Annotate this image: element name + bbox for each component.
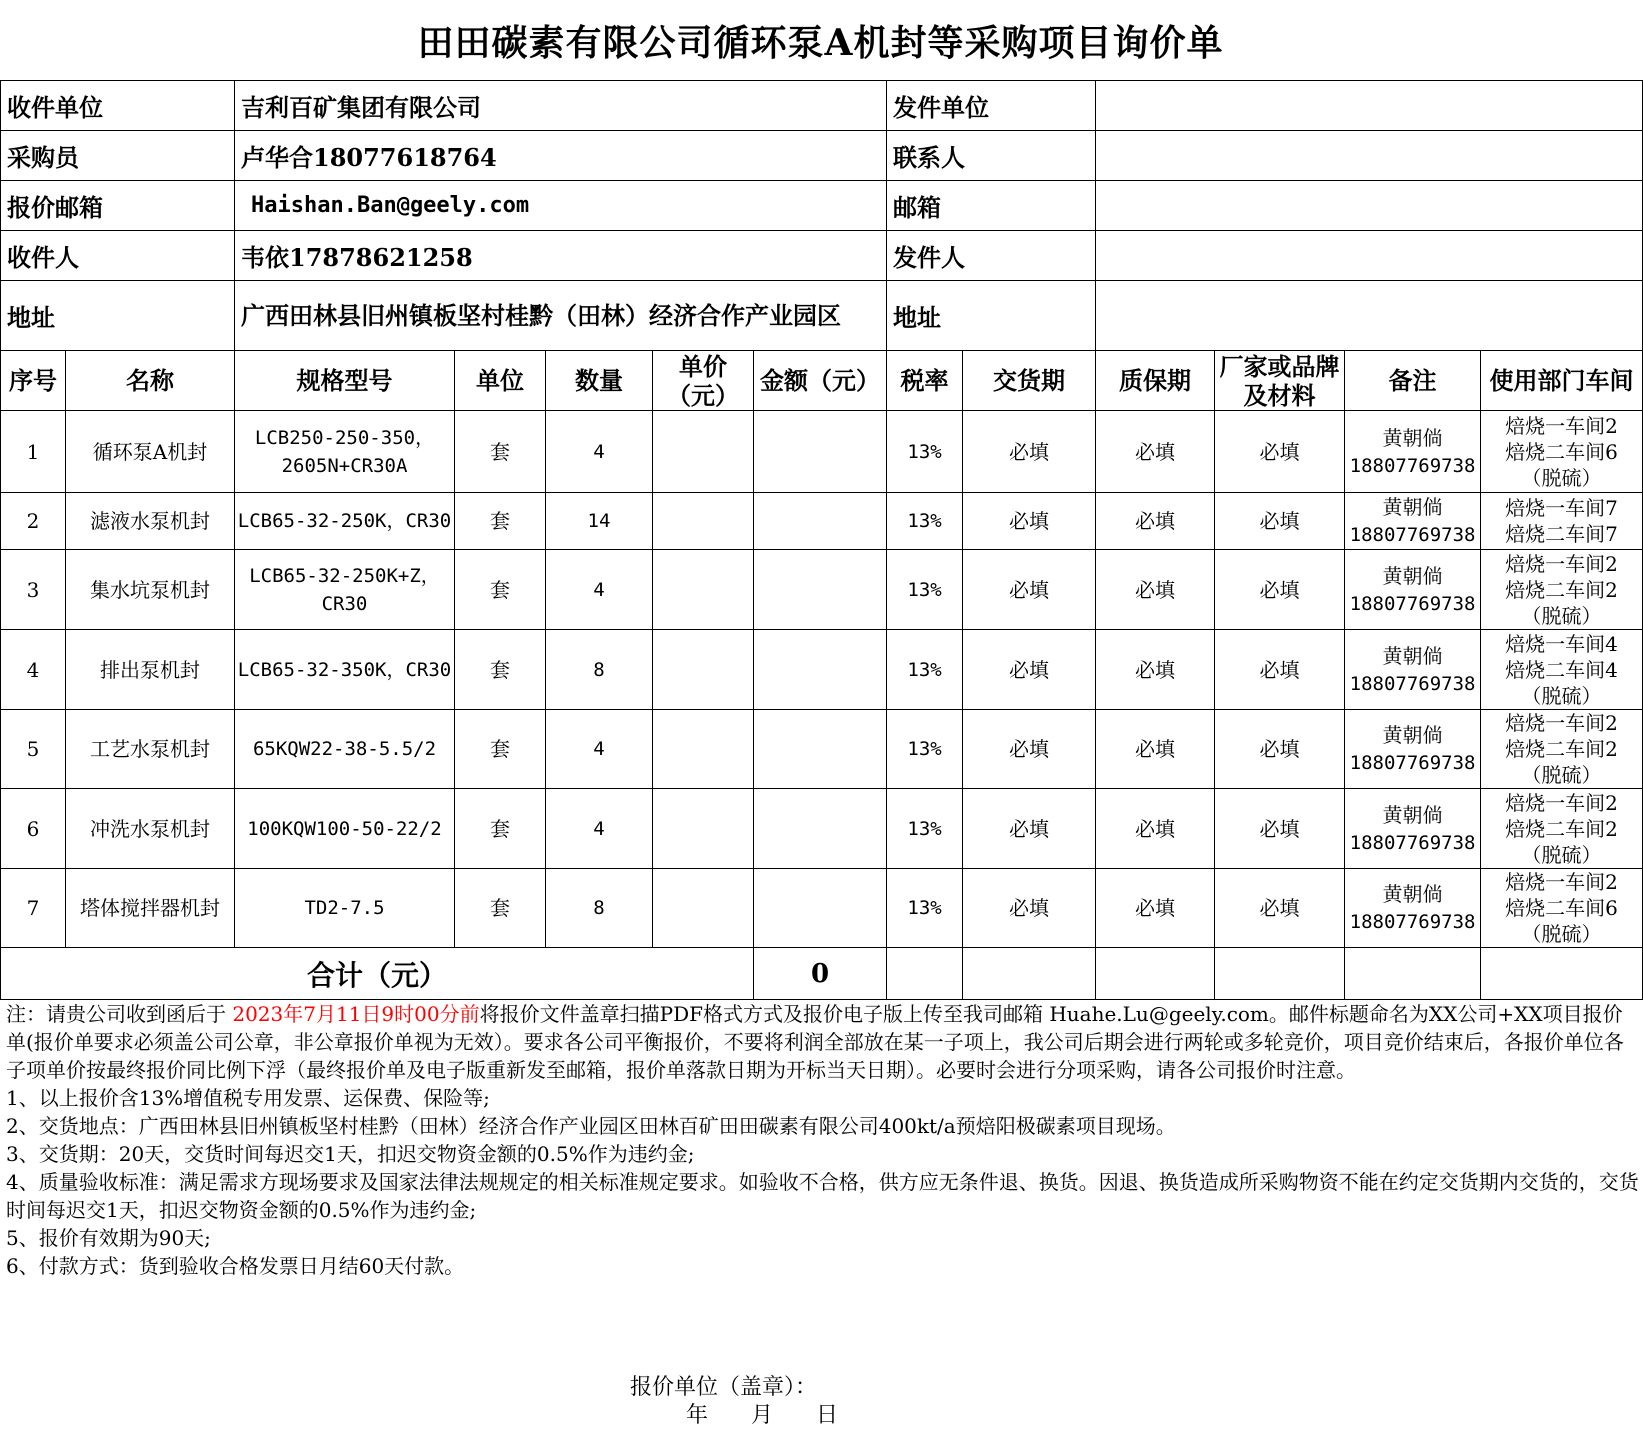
table-row — [1, 411, 1643, 493]
note-item: 5、报价有效期为90天; — [6, 1226, 211, 1250]
header-brand: 厂家或品牌及材料 — [1215, 351, 1345, 411]
item-spec: LCB65-32-250K，CR30 — [235, 493, 455, 550]
dept-line: 焙烧一车间2 — [1505, 711, 1618, 735]
date-line — [686, 1398, 874, 1429]
item-qty: 8 — [546, 869, 653, 948]
dept-cell — [1481, 493, 1643, 550]
item-spec: 65KQW22-38-5.5/2 — [235, 710, 455, 789]
row-number: 4 — [1, 630, 66, 710]
info-section — [1, 81, 1643, 351]
item-spec: LCB65-32-350K，CR30 — [235, 630, 455, 710]
amount-cell[interactable] — [754, 789, 887, 869]
item-rows — [1, 411, 1643, 948]
date-month: 月 — [751, 1403, 774, 1428]
delivery-cell[interactable]: 必填 — [963, 710, 1096, 789]
tax-rate: 13% — [887, 411, 963, 493]
amount-cell[interactable] — [754, 493, 887, 550]
contact-value[interactable] — [1096, 131, 1643, 181]
dept-line: 焙烧一车间7 — [1505, 496, 1618, 520]
item-name: 冲洗水泵机封 — [66, 789, 235, 869]
row-number: 3 — [1, 550, 66, 630]
item-name: 塔体搅拌器机封 — [66, 869, 235, 948]
header-tax: 税率 — [887, 351, 963, 411]
dept-line: 焙烧一车间2 — [1505, 551, 1618, 576]
info-row — [1, 281, 1643, 351]
warranty-cell[interactable]: 必填 — [1096, 710, 1215, 789]
total-empty-cell — [1215, 948, 1345, 1000]
warranty-cell[interactable]: 必填 — [1096, 550, 1215, 630]
item-unit: 套 — [455, 411, 546, 493]
sender-value[interactable] — [1096, 231, 1643, 281]
sender-unit-value[interactable] — [1096, 81, 1643, 131]
dept-line: （脱硫） — [1521, 842, 1602, 867]
remark-cell — [1345, 493, 1481, 550]
item-qty: 4 — [546, 411, 653, 493]
remark-contact-phone: 18807769738 — [1349, 454, 1476, 477]
warranty-cell[interactable]: 必填 — [1096, 869, 1215, 948]
remark-contact-name: 黄朝倘 — [1382, 723, 1443, 747]
brand-cell[interactable]: 必填 — [1215, 493, 1345, 550]
item-unit: 套 — [455, 630, 546, 710]
header-no: 序号 — [1, 351, 66, 411]
row-number: 5 — [1, 710, 66, 789]
tax-rate: 13% — [887, 789, 963, 869]
address-value[interactable]: 广西田林县旧州镇板坚村桂黔（田林）经济合作产业园区 — [235, 281, 887, 351]
header-delivery: 交货期 — [963, 351, 1096, 411]
item-unit: 套 — [455, 710, 546, 789]
delivery-cell[interactable]: 必填 — [963, 550, 1096, 630]
item-spec: LCB65-32-250K+Z，CR30 — [235, 550, 455, 630]
deadline-text: 2023年7月11日9时00分前 — [232, 1002, 480, 1026]
item-spec: 100KQW100-50-22/2 — [235, 789, 455, 869]
dept-cell — [1481, 550, 1643, 630]
total-empty-cell — [1096, 948, 1215, 1000]
remark-contact-phone: 18807769738 — [1349, 672, 1476, 695]
dept-line: （脱硫） — [1521, 603, 1602, 628]
table-row — [1, 710, 1643, 789]
total-empty-cell — [1345, 948, 1481, 1000]
delivery-cell[interactable]: 必填 — [963, 411, 1096, 493]
row-number: 1 — [1, 411, 66, 493]
delivery-cell[interactable]: 必填 — [963, 869, 1096, 948]
notes-intro — [6, 1000, 1642, 1084]
receiver-unit-label: 收件单位 — [1, 81, 235, 131]
delivery-cell[interactable]: 必填 — [963, 630, 1096, 710]
tax-rate: 13% — [887, 630, 963, 710]
remark-contact-phone: 18807769738 — [1349, 524, 1476, 546]
info-row — [1, 81, 1643, 131]
remark-contact-phone: 18807769738 — [1349, 752, 1476, 774]
header-warranty: 质保期 — [1096, 351, 1215, 411]
date-day: 日 — [816, 1403, 839, 1428]
header-qty: 数量 — [546, 351, 653, 411]
item-unit: 套 — [455, 550, 546, 630]
remark-cell — [1345, 630, 1481, 710]
item-unit: 套 — [455, 869, 546, 948]
table-row — [1, 789, 1643, 869]
table-row — [1, 493, 1643, 550]
sender-label: 发件人 — [887, 231, 1096, 281]
amount-cell[interactable] — [754, 630, 887, 710]
info-row — [1, 231, 1643, 281]
date-year: 年 — [686, 1403, 709, 1428]
tax-rate: 13% — [887, 869, 963, 948]
items-section — [1, 351, 1643, 411]
item-spec: TD2-7.5 — [235, 869, 455, 948]
total-section — [1, 948, 1643, 1000]
notes-intro-before: 注：请贵公司收到函后于 — [6, 1002, 233, 1026]
item-qty: 8 — [546, 630, 653, 710]
item-qty: 4 — [546, 710, 653, 789]
remark-contact-name: 黄朝倘 — [1382, 882, 1443, 906]
unit-price-cell[interactable] — [653, 789, 754, 869]
remark-contact-phone: 18807769738 — [1349, 911, 1476, 933]
total-empty-cell — [963, 948, 1096, 1000]
dept-line: （脱硫） — [1521, 763, 1602, 787]
remark-contact-phone: 18807769738 — [1349, 592, 1476, 615]
dept-line: 焙烧二车间7 — [1505, 522, 1618, 546]
row-number: 7 — [1, 869, 66, 948]
total-label: 合计（元） — [1, 948, 754, 1000]
note-item: 3、交货期：20天，交货时间每迟交1天，扣迟交物资金额的0.5%作为违约金; — [6, 1142, 695, 1166]
dept-cell — [1481, 710, 1643, 789]
header-amount: 金额（元） — [754, 351, 887, 411]
dept-line: 焙烧二车间6 — [1505, 439, 1618, 464]
unit-price-cell[interactable] — [653, 630, 754, 710]
remark-contact-name: 黄朝倘 — [1382, 425, 1443, 450]
table-row — [1, 869, 1643, 948]
tax-rate: 13% — [887, 493, 963, 550]
notes-intro-after: 将报价文件盖章扫描PDF格式方式及报价电子版上传至我司邮箱 Huahe.Lu@geely.com。邮件标题命名为XX公司+XX项目报价单(报价单要求必须盖公司公章，非公章报价单视为无效）。要求各公司平衡报价，不要将利润全部放在某一子项上，我公司后期会进行两轮或多轮竞价，项目竞价结束后，各报价单位各子项单价按最终报价同比例下浮（最终报价单及电子版重新发至邮箱，报价单落款日期为开标当天日期）。必要时会进行分项采购，请各公司报价时注意。 — [6, 1002, 1624, 1082]
dept-cell — [1481, 411, 1643, 493]
unit-price-cell[interactable] — [653, 493, 754, 550]
remark-cell — [1345, 869, 1481, 948]
dept-line: 焙烧一车间2 — [1505, 413, 1618, 438]
quote-email-value[interactable]: Haishan.Ban@geely.com — [235, 181, 887, 231]
receiver-unit-value[interactable]: 吉利百矿集团有限公司 — [235, 81, 887, 131]
item-name: 循环泵A机封 — [66, 411, 235, 493]
item-unit: 套 — [455, 493, 546, 550]
quote-email-label: 报价邮箱 — [1, 181, 235, 231]
unit-price-cell[interactable] — [653, 869, 754, 948]
item-name: 排出泵机封 — [66, 630, 235, 710]
dept-line: 焙烧二车间6 — [1505, 896, 1618, 920]
recipient-label: 收件人 — [1, 231, 235, 281]
recipient-value[interactable]: 韦依17878621258 — [235, 231, 887, 281]
remark-cell — [1345, 710, 1481, 789]
remark-contact-phone: 18807769738 — [1349, 831, 1476, 854]
warranty-cell[interactable]: 必填 — [1096, 789, 1215, 869]
tax-rate: 13% — [887, 710, 963, 789]
note-item: 6、付款方式：货到验收合格发票日月结60天付款。 — [6, 1254, 465, 1278]
dept-line: 焙烧二车间2 — [1505, 816, 1618, 841]
contact-label: 联系人 — [887, 131, 1096, 181]
remark-cell — [1345, 550, 1481, 630]
email-label: 邮箱 — [887, 181, 1096, 231]
dept-line: 焙烧一车间4 — [1505, 631, 1618, 656]
total-empty-cell — [1481, 948, 1643, 1000]
dept-cell — [1481, 789, 1643, 869]
table-row — [1, 630, 1643, 710]
note-item: 1、以上报价含13%增值税专用发票、运保费、保险等; — [6, 1086, 490, 1110]
remark-contact-name: 黄朝倘 — [1382, 643, 1443, 668]
brand-cell[interactable]: 必填 — [1215, 789, 1345, 869]
delivery-cell[interactable]: 必填 — [963, 789, 1096, 869]
item-unit: 套 — [455, 789, 546, 869]
remark-cell — [1345, 789, 1481, 869]
total-empty-cell — [887, 948, 963, 1000]
unit-price-cell[interactable] — [653, 550, 754, 630]
dept-line: 焙烧二车间2 — [1505, 737, 1618, 761]
item-qty: 14 — [546, 493, 653, 550]
brand-cell[interactable]: 必填 — [1215, 550, 1345, 630]
header-unit: 单位 — [455, 351, 546, 411]
note-item: 2、交货地点：广西田林县旧州镇板坚村桂黔（田林）经济合作产业园区田林百矿田田碳素有限公司400kt/a预焙阳极碳素项目现场。 — [6, 1114, 1176, 1138]
unit-price-cell[interactable] — [653, 411, 754, 493]
dept-line: （脱硫） — [1521, 465, 1602, 490]
item-name: 滤液水泵机封 — [66, 493, 235, 550]
dept-line: 焙烧一车间2 — [1505, 790, 1618, 815]
header-name: 名称 — [66, 351, 235, 411]
header-remark: 备注 — [1345, 351, 1481, 411]
row-number: 6 — [1, 789, 66, 869]
dept-line: 焙烧二车间2 — [1505, 577, 1618, 602]
address2-label: 地址 — [887, 281, 1096, 351]
item-qty: 4 — [546, 789, 653, 869]
address2-value[interactable] — [1096, 281, 1643, 351]
total-row — [1, 948, 1643, 1000]
item-qty: 4 — [546, 550, 653, 630]
remark-contact-name: 黄朝倘 — [1382, 802, 1443, 827]
delivery-cell[interactable]: 必填 — [963, 493, 1096, 550]
dept-cell — [1481, 630, 1643, 710]
amount-cell[interactable] — [754, 550, 887, 630]
warranty-cell[interactable]: 必填 — [1096, 630, 1215, 710]
amount-cell[interactable] — [754, 869, 887, 948]
email-value[interactable] — [1096, 181, 1643, 231]
table-row — [1, 550, 1643, 630]
buyer-value[interactable]: 卢华合18077618764 — [235, 131, 887, 181]
warranty-cell[interactable]: 必填 — [1096, 411, 1215, 493]
warranty-cell[interactable]: 必填 — [1096, 493, 1215, 550]
header-dept: 使用部门车间 — [1481, 351, 1643, 411]
dept-line: 焙烧一车间2 — [1505, 870, 1618, 894]
unit-price-cell[interactable] — [653, 710, 754, 789]
notes-section — [0, 1000, 1642, 1280]
header-spec: 规格型号 — [235, 351, 455, 411]
remark-contact-name: 黄朝倘 — [1382, 495, 1443, 519]
dept-cell — [1481, 869, 1643, 948]
item-spec: LCB250-250-350，2605N+CR30A — [235, 411, 455, 493]
brand-cell[interactable]: 必填 — [1215, 411, 1345, 493]
dept-line: （脱硫） — [1521, 922, 1602, 946]
info-row — [1, 131, 1643, 181]
column-header-row — [1, 351, 1643, 411]
dept-line: （脱硫） — [1521, 683, 1602, 708]
amount-cell[interactable] — [754, 710, 887, 789]
buyer-label: 采购员 — [1, 131, 235, 181]
tax-rate: 13% — [887, 550, 963, 630]
quotation-table — [0, 80, 1643, 1000]
dept-line: 焙烧二车间4 — [1505, 657, 1618, 682]
address-label: 地址 — [1, 281, 235, 351]
brand-cell[interactable]: 必填 — [1215, 869, 1345, 948]
item-name: 集水坑泵机封 — [66, 550, 235, 630]
row-number: 2 — [1, 493, 66, 550]
remark-cell — [1345, 411, 1481, 493]
sender-unit-label: 发件单位 — [887, 81, 1096, 131]
item-name: 工艺水泵机封 — [66, 710, 235, 789]
amount-cell[interactable] — [754, 411, 887, 493]
total-value: 0 — [754, 948, 887, 1000]
info-row — [1, 181, 1643, 231]
note-item: 4、质量验收标准：满足需求方现场要求及国家法律法规规定的相关标准规定要求。如验收不合格，供方应无条件退、换货。因退、换货造成所采购物资不能在约定交货期内交货的，交货时间每迟交1天，扣迟交物资金额的0.5%作为违约金; — [6, 1170, 1639, 1222]
document-title: 田田碳素有限公司循环泵A机封等采购项目询价单 — [417, 21, 1224, 64]
header-unit-price: 单价（元） — [653, 351, 754, 411]
brand-cell[interactable]: 必填 — [1215, 630, 1345, 710]
stamp-line: 报价单位（盖章）： — [630, 1375, 818, 1400]
remark-contact-name: 黄朝倘 — [1382, 563, 1443, 588]
brand-cell[interactable]: 必填 — [1215, 710, 1345, 789]
